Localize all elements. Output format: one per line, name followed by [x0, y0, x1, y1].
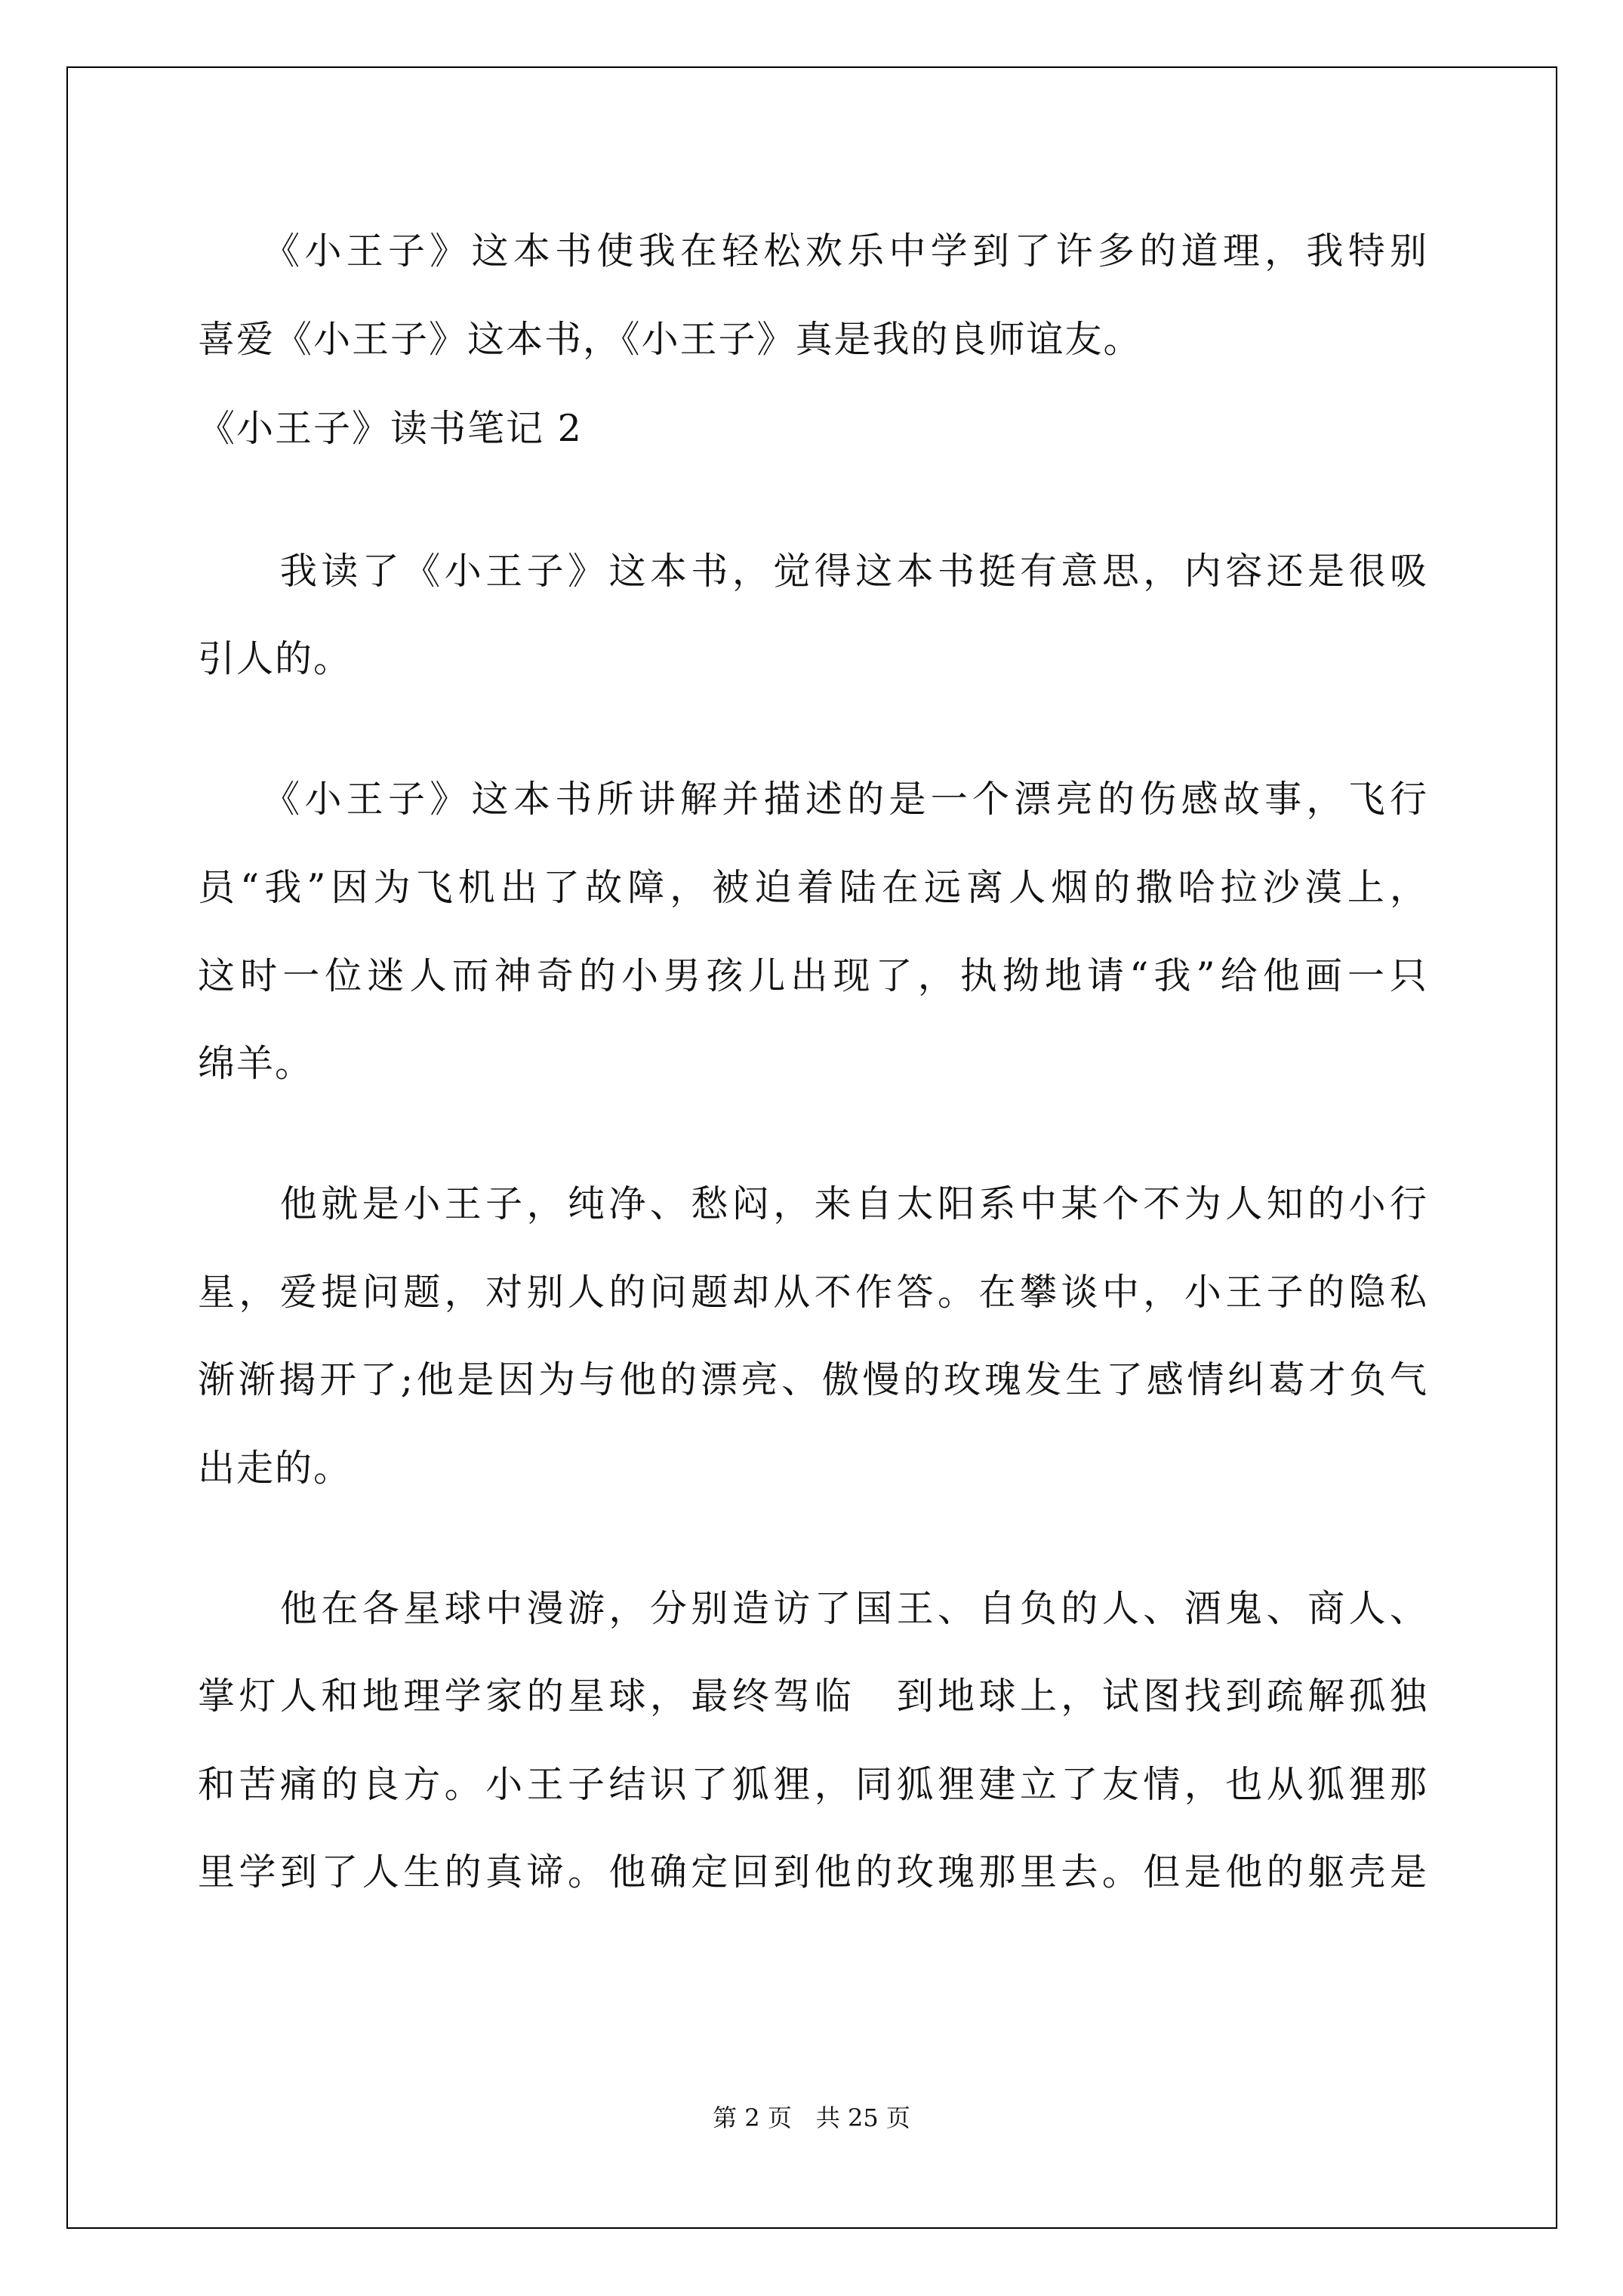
page-number-label: 第 2 页 共 25 页 [713, 2103, 910, 2132]
paragraph-4-line-2: 星，爱提问题，对别人的问题却从不作答。在攀谈中，小王子的隐私 [198, 1271, 1428, 1314]
paragraph-1-line-1: 《小王子》这本书使我在轻松欢乐中学到了许多的道理，我特别 [198, 230, 1428, 273]
paragraph-5-line-4: 里学到了人生的真谛。他确定回到他的玫瑰那里去。但是他的躯壳是 [198, 1851, 1428, 1894]
paragraph-5-line-1: 他在各星球中漫游，分别造访了国王、自负的人、酒鬼、商人、 [198, 1587, 1428, 1630]
paragraph-5-line-3: 和苦痛的良方。小王子结识了狐狸，同狐狸建立了友情，也从狐狸那 [198, 1763, 1428, 1806]
paragraph-5-line-2: 掌灯人和地理学家的星球，最终驾临 到地球上，试图找到疏解孤独 [198, 1675, 1428, 1718]
paragraph-3-line-4: 绵羊。 [198, 1042, 314, 1085]
paragraph-3-line-1: 《小王子》这本书所讲解并描述的是一个漂亮的伤感故事，飞行 [198, 778, 1428, 821]
paragraph-3-line-2: 员“我”因为飞机出了故障，被迫着陆在远离人烟的撒哈拉沙漠上， [198, 866, 1428, 909]
paragraph-4-line-1: 他就是小王子，纯净、愁闷，来自太阳系中某个不为人知的小行 [198, 1182, 1428, 1225]
section-heading: 《小王子》读书笔记 2 [198, 407, 583, 450]
paragraph-1-line-2: 喜爱《小王子》这本书，《小王子》真是我的良师谊友。 [198, 318, 1142, 361]
paragraph-2-line-2: 引人的。 [198, 637, 353, 680]
page-footer [0, 2103, 1623, 2133]
paragraph-3-line-3: 这时一位迷人而神奇的小男孩儿出现了，执拗地请“我”给他画一只 [198, 954, 1428, 997]
paragraph-4-line-4: 出走的。 [198, 1447, 353, 1490]
paragraph-4-line-3: 渐渐揭开了;他是因为与他的漂亮、傲慢的玫瑰发生了感情纠葛才负气 [198, 1358, 1428, 1401]
page-border [66, 66, 1557, 2229]
paragraph-2-line-1: 我读了《小王子》这本书，觉得这本书挺有意思，内容还是很吸 [198, 550, 1428, 593]
